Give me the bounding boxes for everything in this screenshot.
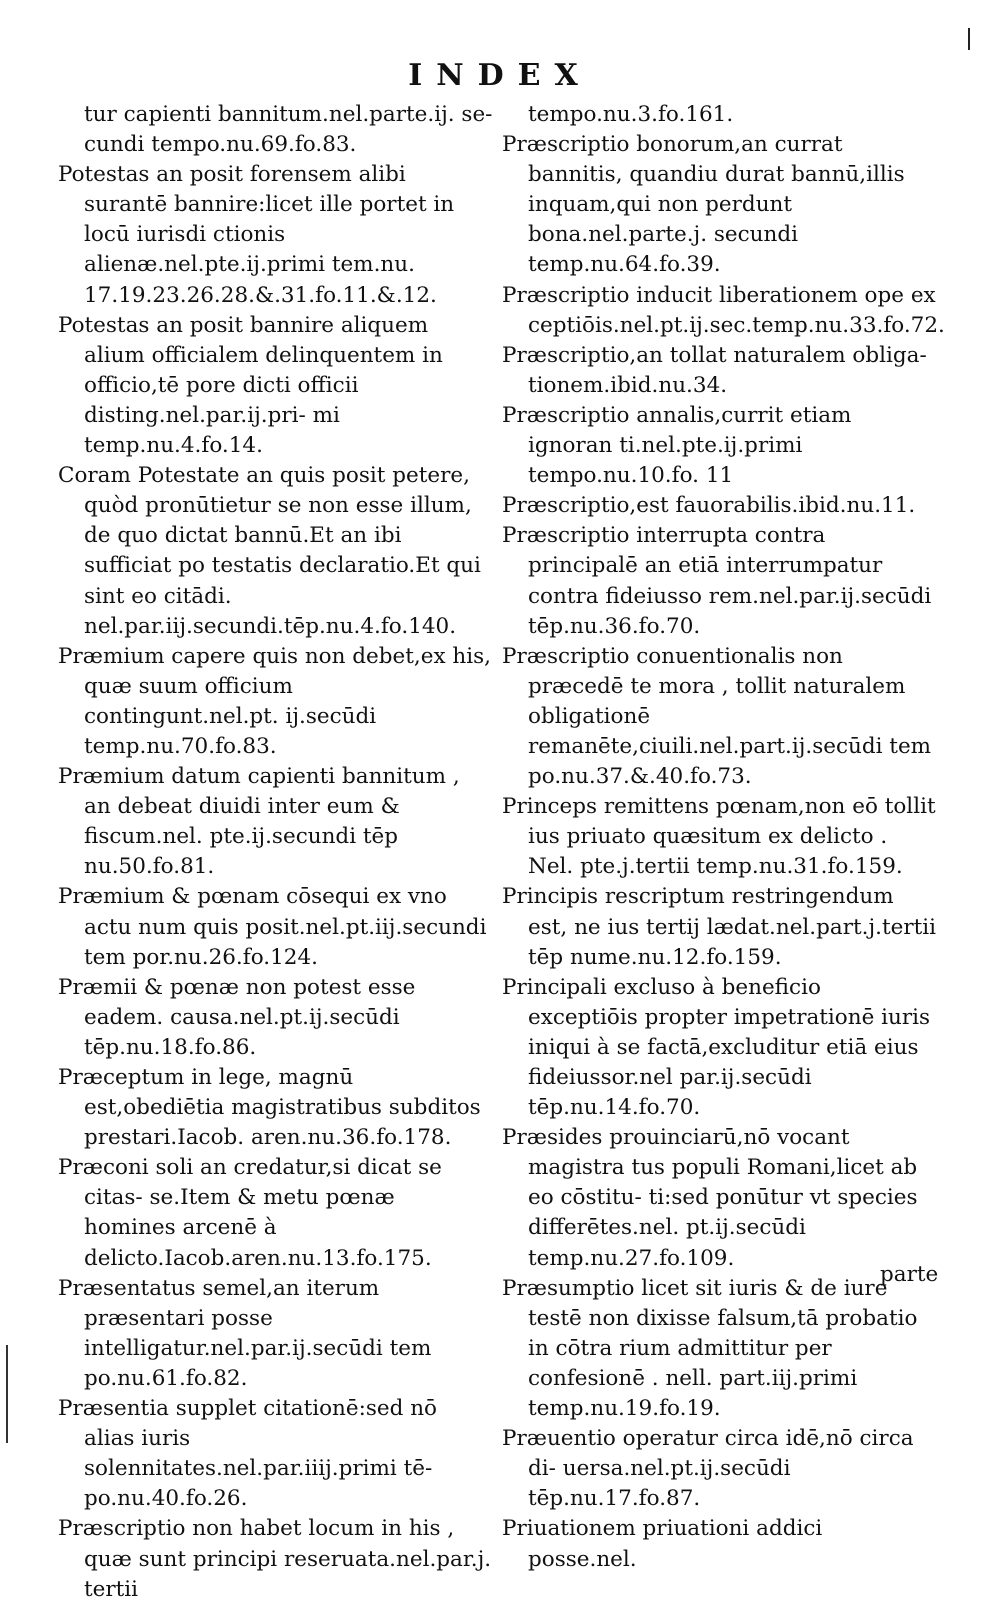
index-entry: Præscriptio,est fauorabilis.ibid.nu.11.	[502, 493, 916, 519]
page-header: INDEX	[408, 58, 592, 93]
index-entry: tur capienti bannitum.nel.parte.ij. se- cundi tempo.nu.69.fo.83.	[84, 102, 493, 158]
index-entry: Coram Potestate an quis posit petere, quòd pronūtietur se non esse illum, de quo dictat bannū.Et an ibi sufficiat po testatis declaratio.Et qui sint eo citādi. nel.par.iij.secundi.tēp.nu.4.fo.140.	[58, 463, 481, 639]
index-entry: Præceptum in lege, magnū est,obediētia magistratibus subditos prestari.Iacob. aren.nu.36.fo.178.	[58, 1065, 481, 1151]
index-entry: Præscriptio bonorum,an currat bannitis, quandiu durat bannū,illis inquam,qui non perdunt bona.nel.parte.j. secundi temp.nu.64.fo.39.	[502, 132, 905, 278]
index-entry: Præmium capere quis non debet,ex his, quæ suum officium contingunt.nel.pt. ij.secūdi temp.nu.70.fo.83.	[58, 643, 492, 759]
index-entry: Præmium datum capienti bannitum , an debeat diuidi inter eum & fiscum.nel. pte.ij.secundi tēp nu.50.fo.81.	[58, 764, 460, 880]
index-entry: Præuentio operatur circa idē,nō circa di- uersa.nel.pt.ij.secūdi tēp.nu.17.fo.87.	[502, 1426, 914, 1512]
index-entry: Præscriptio non habet locum in his , quæ sunt principi reseruata.nel.par.j. tertii	[58, 1516, 492, 1602]
index-entry: Præsides prouinciarū,nō vocant magistra tus populi Romani,licet ab eo cōstitu- ti:sed ponūtur vt species differētes.nel. pt.ij.secūdi temp.nu.27.fo.109.	[502, 1125, 918, 1271]
index-entry: Præscriptio annalis,currit etiam ignoran ti.nel.pte.ij.primi tempo.nu.10.fo. 11	[502, 402, 852, 489]
index-entry: tempo.nu.3.fo.161.	[528, 102, 734, 127]
catchword: parte	[880, 1262, 939, 1287]
index-entry: Princeps remittens pœnam,non eō tollit ius priuato quæsitum ex delicto . Nel. pte.j.tertii temp.nu.31.fo.159.	[502, 794, 936, 880]
margin-mark-bottom	[6, 1345, 8, 1443]
index-entry: Præconi soli an credatur,si dicat se citas- se.Item & metu pœnæ homines arcenē à delicto.Iacob.aren.nu.13.fo.175.	[58, 1155, 442, 1271]
index-entry: Præscriptio inducit liberationem ope ex ceptiōis.nel.pt.ij.sec.temp.nu.33.fo.72.	[502, 282, 945, 338]
index-entry: Principali excluso à beneficio exceptiōis propter impetrationē iuris iniqui à se factā,excluditur etiā eius fideiussor.nel par.ij.secūdi tēp.nu.14.fo.70.	[502, 974, 931, 1121]
index-entry: Præscriptio interrupta contra principalē an etiā interrumpatur contra fideiusso rem.nel.par.ij.secūdi tēp.nu.36.fo.70.	[502, 523, 932, 639]
index-entry: Potestas an posit forensem alibi surantē bannire:licet ille portet in locū iurisdi ctionis alienæ.nel.pte.ij.primi tem.nu. 17.19.23.26.28.&.31.fo.11.&.12.	[58, 162, 455, 308]
index-entry: Priuationem priuationi addici posse.nel.	[502, 1516, 823, 1572]
right-column	[502, 100, 945, 1575]
index-entry: Præmii & pœnæ non potest esse eadem. causa.nel.pt.ij.secūdi tēp.nu.18.fo.86.	[58, 974, 416, 1060]
index-entry: Præsentatus semel,an iterum præsentari posse intelligatur.nel.par.ij.secūdi tem po.nu.61.fo.82.	[58, 1275, 432, 1391]
index-entry: Præmium & pœnam cōsequi ex vno actu num quis posit.nel.pt.iij.secundi tem por.nu.26.fo.124.	[58, 884, 487, 970]
index-entry: Præscriptio conuentionalis non præcedē te mora , tollit naturalem obligationē remanēte,ciuili.nel.part.ij.secūdi tem po.nu.37.&.40.fo.73.	[502, 643, 932, 790]
index-entry: Potestas an posit bannire aliquem alium officialem delinquentem in officio,tē pore dicti officii disting.nel.par.ij.pri- mi temp.nu.4.fo.14.	[58, 312, 443, 459]
index-entry: Præsumptio licet sit iuris & de iure testē non dixisse falsum,tā probatio in cōtra rium admittitur per confesionē . nell. part.iij.primi temp.nu.19.fo.19.	[502, 1275, 918, 1422]
index-entry: Principis rescriptum restringendum est, ne ius tertij lædat.nel.part.j.tertii tēp nume.nu.12.fo.159.	[502, 884, 937, 970]
margin-mark-top	[968, 28, 970, 50]
index-entry: Præscriptio,an tollat naturalem obliga- tionem.ibid.nu.34.	[502, 342, 927, 398]
index-entry: Præsentia supplet citationē:sed nō alias iuris solennitates.nel.par.iiij.primi tē- po.nu.40.fo.26.	[58, 1396, 438, 1512]
left-column	[58, 100, 493, 1605]
